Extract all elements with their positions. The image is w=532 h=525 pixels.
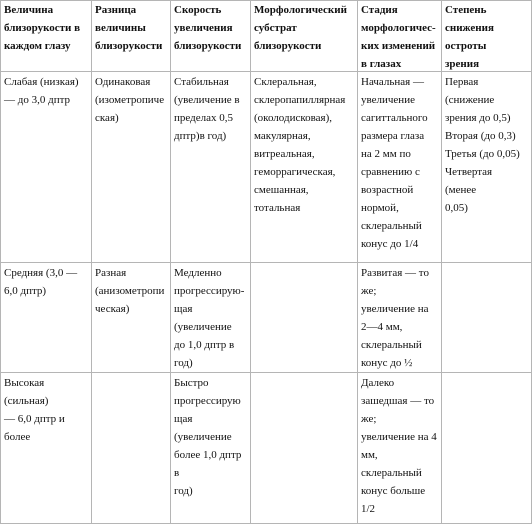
table-cell: Склеральная, склеропапиллярная (околодисковая), макулярная, витреальная, геморрагическая, смешанная, тотальная: [254, 76, 346, 214]
table-cell: Одинаковая (изометропиче ская): [95, 76, 165, 124]
table-cell: Слабая (низкая) — до 3,0 дптр: [4, 76, 79, 106]
table-cell: Развитая — то же; увеличение на 2—4 мм, склеральный конус до ½: [361, 267, 429, 369]
header-cell: Величина близорукости в каждом глазу: [4, 4, 81, 52]
table-cell: [250, 373, 357, 523]
table-cell: Начальная — увеличение сагиттального размера глаза на 2 мм по сравнению с возрастной нормой, склеральный конус до 1/4: [361, 76, 428, 250]
table-cell: Далеко зашедшая — то же; увеличение на 4 мм, склеральный конус больше 1/2: [361, 377, 437, 515]
header-cell: Стадия морфологичес- ких изменений в глазах: [361, 4, 436, 70]
header-cell: Степень снижения остроты зрения: [445, 4, 494, 70]
table-cell: Быстро прогрессирую щая (увеличение более 1,0 дптр в год): [174, 377, 242, 497]
table-cell: [441, 373, 532, 523]
table-cell: Медленно прогрессирую- щая (увеличение до 1,0 дптр в год): [174, 267, 245, 369]
table-cell: Стабильная (увеличение в пределах 0,5 дптр)в год): [174, 76, 240, 142]
table-cell: Средняя (3,0 — 6,0 дптр): [4, 267, 78, 297]
table-border-bottom: [0, 523, 532, 524]
table-cell: Первая (снижение зрения до 0,5) Вторая (до 0,3) Третья (до 0,05) Четвертая (менее 0,05): [445, 76, 520, 214]
header-cell: Морфологический субстрат близорукости: [254, 4, 347, 52]
table-cell: Разная (анизометропи ческая): [95, 267, 165, 315]
table-cell: [250, 263, 357, 372]
header-cell: Скорость увеличения близорукости: [174, 4, 242, 52]
table-cell: Высокая (сильная) — 6,0 дптр и более: [4, 377, 65, 443]
header-cell: Разница величины близорукости: [95, 4, 163, 52]
table-cell: [91, 373, 170, 523]
table-cell: [441, 263, 532, 372]
